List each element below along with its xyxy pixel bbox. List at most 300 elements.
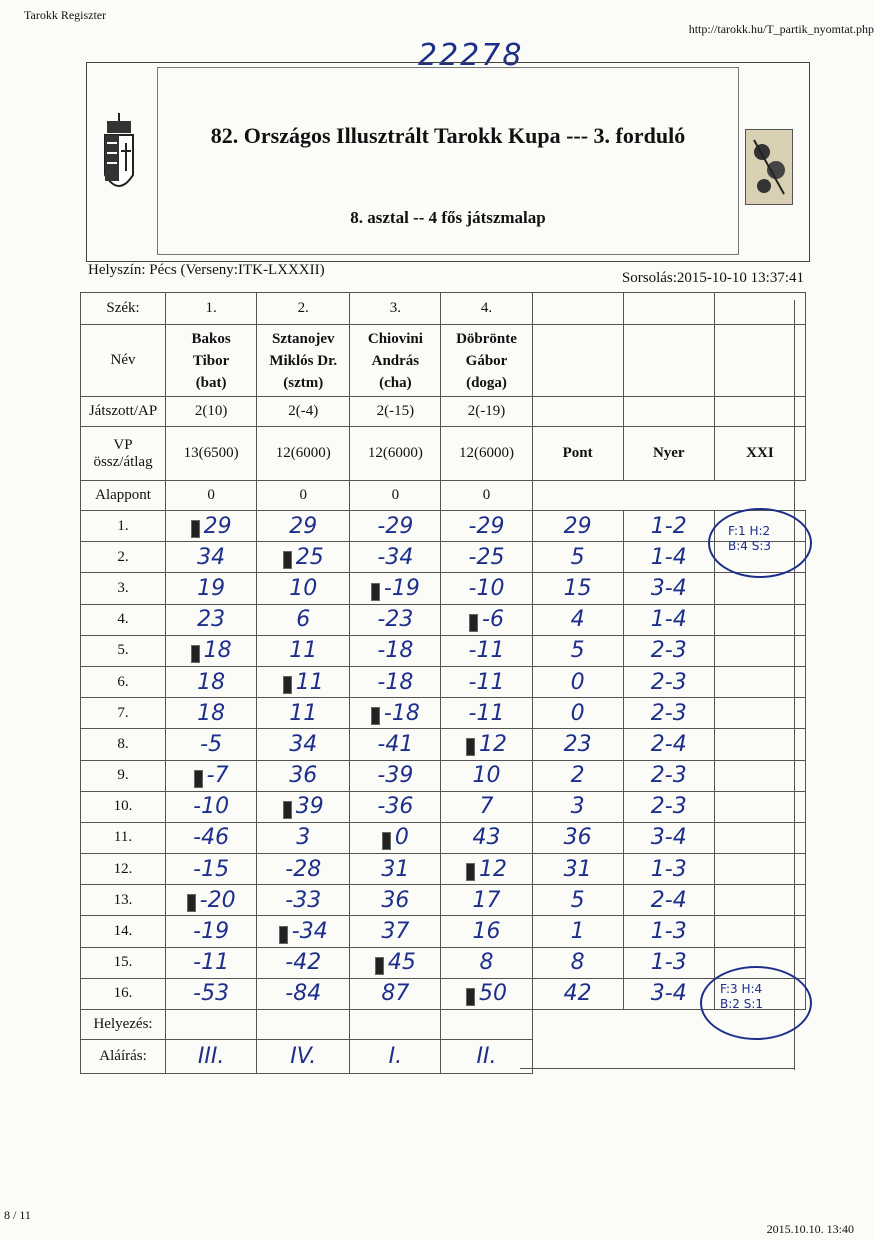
player-name (257, 325, 350, 397)
signature-cell (441, 1040, 532, 1074)
nyer-value: 3-4 (650, 981, 687, 1007)
base-value: 0 (166, 481, 257, 511)
round-score: 0 (394, 825, 409, 851)
round-number: 7. (81, 698, 166, 729)
round-score-cell (441, 666, 532, 697)
signature-cell (350, 1040, 441, 1074)
round-score: 29 (203, 513, 232, 539)
round-score: -7 (206, 763, 229, 789)
round-score-cell (350, 729, 441, 760)
round-score-cell (166, 573, 257, 604)
player-name-line: Sztanojev (272, 330, 335, 347)
pont-value: 2 (570, 763, 585, 789)
table-row (81, 635, 806, 666)
nyer-value: 3-4 (650, 825, 687, 851)
vp-label (81, 427, 166, 481)
pont-cell (532, 511, 623, 542)
round-score-cell (441, 791, 532, 822)
round-score: -10 (468, 575, 505, 601)
xxi-cell (714, 698, 805, 729)
nyer-header: Nyer (623, 427, 714, 481)
nyer-cell (623, 822, 714, 853)
xxi-cell (714, 916, 805, 947)
table-row (81, 325, 806, 397)
nyer-cell (623, 947, 714, 978)
coat-of-arms-icon (101, 113, 137, 203)
empty-cell (714, 397, 805, 427)
round-score-cell (350, 947, 441, 978)
nyer-value: 2-3 (650, 700, 687, 726)
dealer-marker-icon (382, 832, 391, 850)
table-row (81, 604, 806, 635)
round-score-cell (166, 666, 257, 697)
pont-value: 4 (570, 607, 585, 633)
dealer-marker-icon (191, 645, 200, 663)
print-datetime: 2015.10.10. 13:40 (766, 1222, 854, 1236)
round-number: 4. (81, 604, 166, 635)
nyer-cell (623, 729, 714, 760)
round-score-cell (166, 698, 257, 729)
round-score: -11 (468, 700, 505, 726)
empty-cell (714, 293, 805, 325)
dealer-marker-icon (466, 863, 475, 881)
frame-bottom-line (520, 1068, 795, 1069)
round-score: 50 (479, 981, 508, 1007)
round-score: -33 (285, 887, 322, 913)
round-score-cell (166, 947, 257, 978)
empty-cell (714, 325, 805, 397)
round-score-cell (441, 885, 532, 916)
gap-cell (532, 481, 623, 511)
dealer-marker-icon (466, 738, 475, 756)
placement-label: Helyezés: (81, 1010, 166, 1040)
pont-cell (532, 666, 623, 697)
dealer-marker-icon (194, 770, 203, 788)
round-score-cell (441, 542, 532, 573)
dealer-marker-icon (187, 894, 196, 912)
round-score-cell (166, 885, 257, 916)
xxi-cell (714, 791, 805, 822)
round-score-cell (257, 854, 350, 885)
player-name-line: (cha) (379, 374, 412, 391)
round-score: -20 (199, 887, 236, 913)
gap-cell (532, 1010, 623, 1040)
round-score-cell (441, 573, 532, 604)
round-score: 25 (295, 544, 324, 570)
round-score: 31 (381, 856, 410, 882)
round-score: -28 (285, 856, 322, 882)
player-name (350, 325, 441, 397)
empty-cell (532, 325, 623, 397)
nyer-cell (623, 573, 714, 604)
round-number: 2. (81, 542, 166, 573)
player-name (166, 325, 257, 397)
round-score: 39 (295, 794, 324, 820)
round-number: 8. (81, 729, 166, 760)
pont-cell (532, 542, 623, 573)
round-score-cell (257, 760, 350, 791)
note-1-line-1: F:1 H:2 (728, 524, 771, 538)
nyer-value: 2-4 (650, 887, 687, 913)
nyer-value: 1-3 (650, 856, 687, 882)
round-score: 87 (381, 981, 410, 1007)
page-title: 82. Országos Illusztrált Tarokk Kupa --- 3. forduló (210, 123, 686, 148)
round-score: 12 (479, 856, 508, 882)
round-score-cell (257, 791, 350, 822)
xxi-cell (714, 666, 805, 697)
player-name-line: Tibor (192, 352, 230, 369)
round-score-cell (166, 542, 257, 573)
round-score: -11 (468, 638, 505, 664)
vp-label-line: VP (113, 436, 133, 453)
round-number: 1. (81, 511, 166, 542)
page-number: 8 / 11 (4, 1208, 31, 1222)
round-score: 29 (289, 513, 318, 539)
pont-cell (532, 698, 623, 729)
round-score-cell (257, 978, 350, 1009)
player-name-line: Miklós Dr. (269, 352, 338, 369)
pont-cell (532, 822, 623, 853)
round-score-cell (166, 822, 257, 853)
round-score-cell (350, 666, 441, 697)
dealer-marker-icon (283, 676, 292, 694)
title-box (86, 62, 810, 262)
base-value: 0 (350, 481, 441, 511)
round-score: 36 (289, 763, 318, 789)
pont-value: 0 (570, 700, 585, 726)
signature-cell (257, 1040, 350, 1074)
pont-cell (532, 729, 623, 760)
dealer-marker-icon (371, 707, 380, 725)
round-score-cell (350, 635, 441, 666)
round-score-cell (350, 604, 441, 635)
draw-timestamp: Sorsolás:2015-10-10 13:37:41 (621, 270, 804, 286)
round-score: -34 (291, 919, 328, 945)
round-score-cell (441, 698, 532, 729)
table-row (81, 481, 806, 511)
round-score: 11 (289, 700, 318, 726)
round-score-cell (350, 760, 441, 791)
player-name-line: András (371, 352, 420, 369)
seat-number: 2. (257, 293, 350, 325)
pont-cell (532, 760, 623, 791)
round-score-cell (257, 947, 350, 978)
round-score: -39 (377, 763, 414, 789)
table-row (81, 885, 806, 916)
pont-header: Pont (532, 427, 623, 481)
round-score-cell (257, 542, 350, 573)
dealer-marker-icon (375, 957, 384, 975)
round-score: 7 (479, 794, 494, 820)
score-sheet (80, 292, 806, 1074)
pont-cell (532, 916, 623, 947)
table-row (81, 293, 806, 325)
dealer-marker-icon (283, 801, 292, 819)
round-score: 34 (289, 731, 318, 757)
round-score-cell (350, 698, 441, 729)
round-score-cell (441, 822, 532, 853)
round-score: -23 (377, 607, 414, 633)
round-number: 10. (81, 791, 166, 822)
round-score: -53 (193, 981, 230, 1007)
round-score-cell (441, 760, 532, 791)
pont-value: 5 (570, 544, 585, 570)
tarot-card-icon (745, 129, 793, 205)
round-score: 3 (296, 825, 311, 851)
table-row (81, 427, 806, 481)
base-value: 0 (441, 481, 532, 511)
dealer-marker-icon (371, 583, 380, 601)
round-score-cell (166, 916, 257, 947)
gap-cell (623, 481, 714, 511)
round-number: 9. (81, 760, 166, 791)
round-score-cell (441, 604, 532, 635)
round-score-cell (166, 511, 257, 542)
page-subtitle: 8. asztal -- 4 fős játszmalap (350, 208, 546, 227)
played-label: Játszott/AP (81, 397, 166, 427)
base-value: 0 (257, 481, 350, 511)
round-score: -18 (377, 638, 414, 664)
round-score: -19 (193, 919, 230, 945)
round-score: -5 (200, 731, 223, 757)
round-number: 5. (81, 635, 166, 666)
round-number: 15. (81, 947, 166, 978)
round-score: 8 (479, 950, 494, 976)
dealer-marker-icon (191, 520, 200, 538)
round-score: 11 (295, 669, 324, 695)
note-2-line-2: B:2 S:1 (720, 997, 764, 1011)
pont-value: 36 (563, 825, 592, 851)
round-score-cell (350, 511, 441, 542)
empty-cell (623, 325, 714, 397)
pont-value: 3 (570, 794, 585, 820)
nyer-value: 2-3 (650, 638, 687, 664)
seat-number: 1. (166, 293, 257, 325)
xxi-cell (714, 604, 805, 635)
round-score-cell (166, 635, 257, 666)
pont-value: 0 (570, 669, 585, 695)
signature-label: Aláírás: (81, 1040, 166, 1074)
table-row (81, 791, 806, 822)
round-score: -42 (285, 950, 322, 976)
nyer-cell (623, 791, 714, 822)
round-score: -10 (193, 794, 230, 820)
handwritten-id: 22278 (418, 38, 524, 73)
nyer-value: 2-4 (650, 731, 687, 757)
site-title: Tarokk Regiszter (24, 8, 107, 22)
table-row (81, 698, 806, 729)
vp-value: 13(6500) (166, 427, 257, 481)
table-row (81, 542, 806, 573)
round-score-cell (350, 822, 441, 853)
round-number: 14. (81, 916, 166, 947)
round-score-cell (166, 604, 257, 635)
pont-value: 23 (563, 731, 592, 757)
empty-cell (532, 397, 623, 427)
round-score-cell (166, 854, 257, 885)
round-score-cell (257, 573, 350, 604)
pont-cell (532, 978, 623, 1009)
pont-cell (532, 791, 623, 822)
table-row (81, 854, 806, 885)
round-score: -25 (468, 544, 505, 570)
round-score-cell (350, 542, 441, 573)
round-score-cell (257, 635, 350, 666)
gap-cell (714, 481, 805, 511)
signature-value: II. (476, 1044, 497, 1069)
round-score: -41 (377, 731, 414, 757)
round-score-cell (350, 791, 441, 822)
dealer-marker-icon (283, 551, 292, 569)
round-score: -34 (377, 544, 414, 570)
round-score-cell (441, 916, 532, 947)
player-name (441, 325, 532, 397)
round-score-cell (257, 698, 350, 729)
round-score: -18 (383, 700, 420, 726)
nyer-cell (623, 698, 714, 729)
xxi-cell (714, 822, 805, 853)
round-score: 37 (381, 919, 410, 945)
round-score-cell (441, 854, 532, 885)
nyer-cell (623, 635, 714, 666)
player-name-line: (bat) (195, 374, 227, 391)
empty-cell (532, 293, 623, 325)
round-score: -19 (383, 575, 420, 601)
round-score-cell (350, 916, 441, 947)
table-row (81, 947, 806, 978)
nyer-value: 2-3 (650, 669, 687, 695)
seat-number: 4. (441, 293, 532, 325)
round-score: -11 (468, 669, 505, 695)
pont-value: 5 (570, 638, 585, 664)
round-score-cell (166, 791, 257, 822)
round-score: -29 (468, 513, 505, 539)
round-score-cell (350, 854, 441, 885)
player-name-line: Gábor (465, 352, 508, 369)
nyer-cell (623, 604, 714, 635)
round-score: 23 (197, 607, 226, 633)
nyer-cell (623, 511, 714, 542)
player-name-line: Bakos (191, 330, 231, 347)
round-score: 18 (203, 638, 232, 664)
nyer-cell (623, 760, 714, 791)
table-row (81, 573, 806, 604)
signature-value: III. (197, 1044, 225, 1069)
round-number: 16. (81, 978, 166, 1009)
round-score-cell (257, 729, 350, 760)
signature-value: IV. (290, 1044, 317, 1069)
name-label: Név (81, 325, 166, 397)
player-name-line: (doga) (466, 374, 507, 391)
round-number: 12. (81, 854, 166, 885)
pont-value: 29 (563, 513, 592, 539)
empty-cell (623, 397, 714, 427)
pont-cell (532, 854, 623, 885)
vp-value: 12(6000) (257, 427, 350, 481)
xxi-cell (714, 729, 805, 760)
round-number: 3. (81, 573, 166, 604)
nyer-cell (623, 854, 714, 885)
round-score-cell (257, 885, 350, 916)
nyer-cell (623, 885, 714, 916)
pont-cell (532, 947, 623, 978)
seat-label: Szék: (81, 293, 166, 325)
table-row (81, 822, 806, 853)
note-2-line-1: F:3 H:4 (720, 982, 763, 996)
round-score-cell (441, 511, 532, 542)
round-score: 16 (472, 919, 501, 945)
round-score: -84 (285, 981, 322, 1007)
signature-value: I. (388, 1044, 403, 1069)
nyer-cell (623, 542, 714, 573)
round-score-cell (441, 635, 532, 666)
played-value: 2(-4) (257, 397, 350, 427)
signature-cell (166, 1040, 257, 1074)
vp-value: 12(6000) (441, 427, 532, 481)
round-score: 18 (197, 669, 226, 695)
nyer-value: 3-4 (650, 575, 687, 601)
nyer-value: 2-3 (650, 763, 687, 789)
pont-value: 31 (563, 856, 592, 882)
placement-value (350, 1010, 441, 1040)
round-score-cell (166, 760, 257, 791)
round-score: 11 (289, 638, 318, 664)
round-score: 43 (472, 825, 501, 851)
round-score-cell (257, 604, 350, 635)
nyer-value: 1-3 (650, 950, 687, 976)
player-name-line: Chiovini (367, 330, 423, 347)
played-value: 2(10) (166, 397, 257, 427)
round-score-cell (257, 511, 350, 542)
empty-cell (623, 293, 714, 325)
round-score: -6 (482, 607, 504, 633)
round-score: -29 (377, 513, 414, 539)
page-url: http://tarokk.hu/T_partik_nyomtat.php (688, 22, 874, 36)
table-row (81, 729, 806, 760)
note-circle-2 (700, 966, 812, 1040)
round-number: 13. (81, 885, 166, 916)
nyer-value: 1-4 (650, 607, 687, 633)
seat-number: 3. (350, 293, 441, 325)
round-score: 10 (289, 575, 318, 601)
xxi-cell (714, 760, 805, 791)
pont-value: 8 (570, 950, 585, 976)
round-score: 19 (197, 575, 226, 601)
pont-value: 1 (570, 919, 585, 945)
round-score-cell (257, 666, 350, 697)
round-number: 6. (81, 666, 166, 697)
venue-line: Helyszín: Pécs (Verseny:ITK-LXXXII) (88, 262, 325, 278)
pont-cell (532, 604, 623, 635)
nyer-cell (623, 916, 714, 947)
placement-value (441, 1010, 532, 1040)
vp-label-line: össz/átlag (93, 453, 153, 470)
round-score-cell (166, 978, 257, 1009)
placement-value (257, 1010, 350, 1040)
round-score-cell (257, 916, 350, 947)
round-number: 11. (81, 822, 166, 853)
xxi-header: XXI (714, 427, 805, 481)
round-score: 18 (197, 700, 226, 726)
nyer-value: 2-3 (650, 794, 687, 820)
round-score-cell (441, 978, 532, 1009)
table-row (81, 1010, 806, 1040)
dealer-marker-icon (279, 926, 288, 944)
round-score: -46 (193, 825, 230, 851)
player-name-line: Döbrönte (456, 330, 517, 347)
title-panel (157, 67, 739, 255)
placement-value (166, 1010, 257, 1040)
